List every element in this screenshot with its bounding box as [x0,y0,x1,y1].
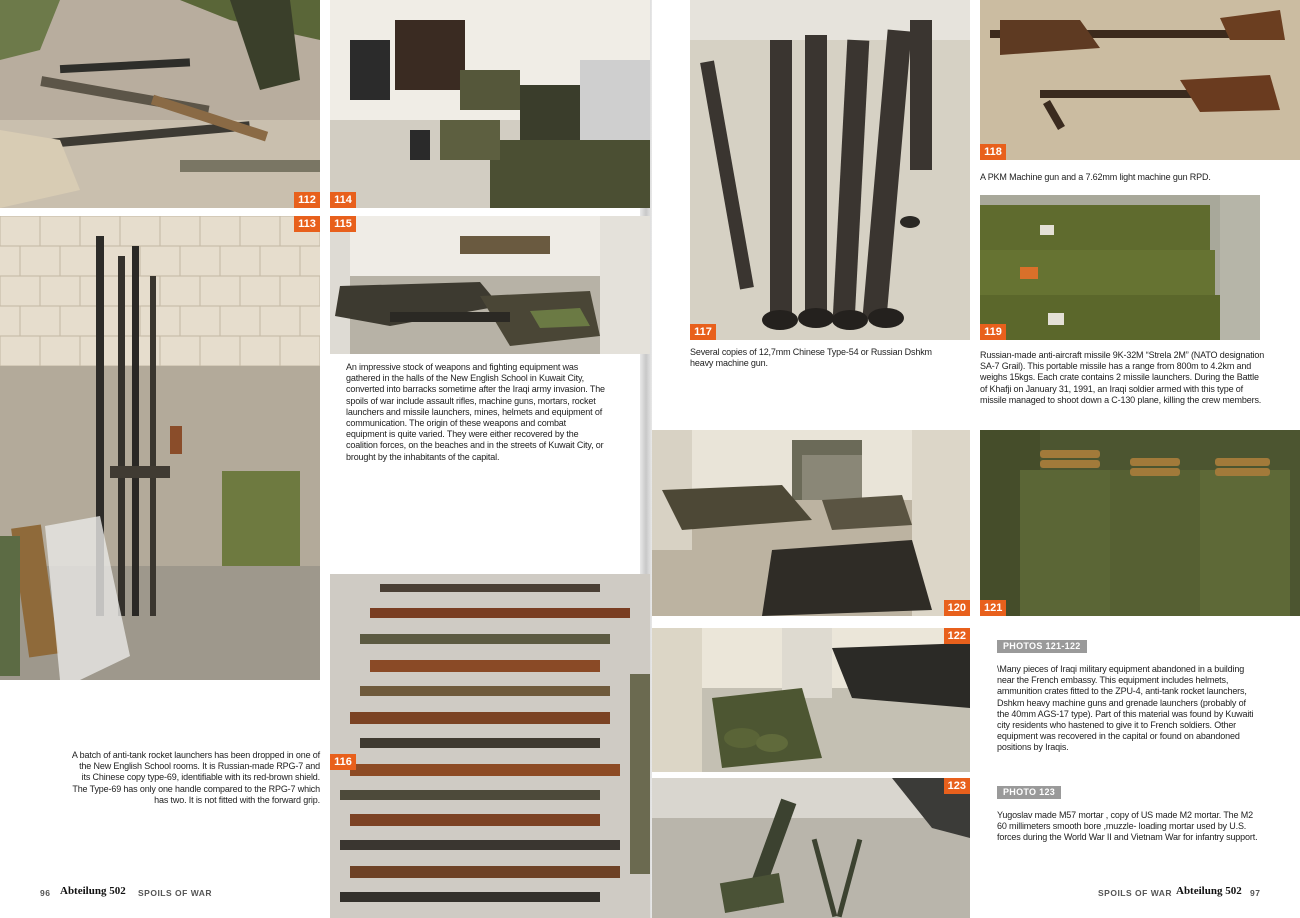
section-tag-photo-123: PHOTO 123 [997,786,1061,799]
right-publisher-logo: Abteilung 502 [1176,885,1242,897]
photo-number-117: 117 [690,324,716,340]
caption-119: Russian-made anti-aircraft missile 9K-32M “Strela 2M” (NATO designation SA-7 Grail). This portable missile has a range from 800m to 4.2km and weighs 15kgs. Each crate contains 2 missile launchers. During the Battle of Khafji on January 31, 1991, an Iraqi soldier armed with this type of missile managed to shoot down a C-130 plane, killing the crew members. [980,350,1265,405]
caption-121-122: \Many pieces of Iraqi military equipment abandoned in a building near the French embassy. This equipment includes helmets, ammunition crates fitted to the ZPU-4, anti-tank rocket launchers, Dshkm heavy machine guns and grenade launchers (probably of the 40mm AGS-17 type). Part of this material was found by Kuwaiti city residents who hastened to give it to French soldiers. Other equipment was recovered in the capital or found on abandoned positions by Iraqis. [997,664,1254,753]
caption-118: A PKM Machine gun and a 7.62mm light machine gun RPD. [980,172,1211,182]
photo-number-121: 121 [980,600,1006,616]
photo-number-122: 122 [944,628,970,644]
section-tag-photos-121-122: PHOTOS 121-122 [997,640,1087,653]
caption-115: An impressive stock of weapons and fighting equipment was gathered in the halls of the New English School in Kuwait City, converted into barracks sometime after the Iraqi army invasion. The spoils of war include assault rifles, machine guns, mortars, rocket launchers and missile launchers, mines, helmets and equipment of communication. The origin of these weapons and combat equipment is quite varied. They were either recovered by the coalition forces, on the beaches and in the streets of Kuwait City, or brought by the inhabitants of the capital. [346,362,605,462]
photo-number-119: 119 [980,324,1006,340]
photo-number-115: 115 [330,216,356,232]
photo-117 [690,0,970,340]
left-publisher-logo: Abteilung 502 [60,885,126,897]
caption-113: A batch of anti-tank rocket launchers has been dropped in one of the New English School rooms. It is Russian-made RPG-7 and its Chinese copy type-69, identifiable with its red-brown shield. The Type-69 has only one handle compared to the RPG-7 which has two. It is not fitted with the forward grip. [71,750,320,805]
photo-122 [652,628,970,772]
photo-123 [652,778,970,918]
photo-number-114: 114 [330,192,356,208]
photo-114 [330,0,650,208]
right-page-number: 97 [1250,888,1261,898]
photo-number-116: 116 [330,754,356,770]
photo-118 [980,0,1300,160]
photo-115 [330,216,650,354]
photo-number-112: 112 [294,192,320,208]
photo-119 [980,195,1260,340]
photo-116 [330,574,650,918]
photo-121 [980,430,1300,616]
left-page-number: 96 [40,888,51,898]
right-running-title: SPOILS OF WAR [1098,888,1173,898]
photo-112 [0,0,320,208]
caption-117: Several copies of 12,7mm Chinese Type-54 or Russian Dshkm heavy machine gun. [690,347,932,369]
photo-113 [0,216,320,680]
photo-number-120: 120 [944,600,970,616]
photo-120 [652,430,970,616]
photo-number-123: 123 [944,778,970,794]
caption-123: Yugoslav made M57 mortar , copy of US made M2 mortar. The M2 60 millimeters smooth bore ,muzzle- loading mortar used by U.S. forces during the World War II and Vietnam War for infantry support. [997,810,1258,843]
photo-number-113: 113 [294,216,320,232]
left-running-title: SPOILS OF WAR [138,888,213,898]
photo-number-118: 118 [980,144,1006,160]
